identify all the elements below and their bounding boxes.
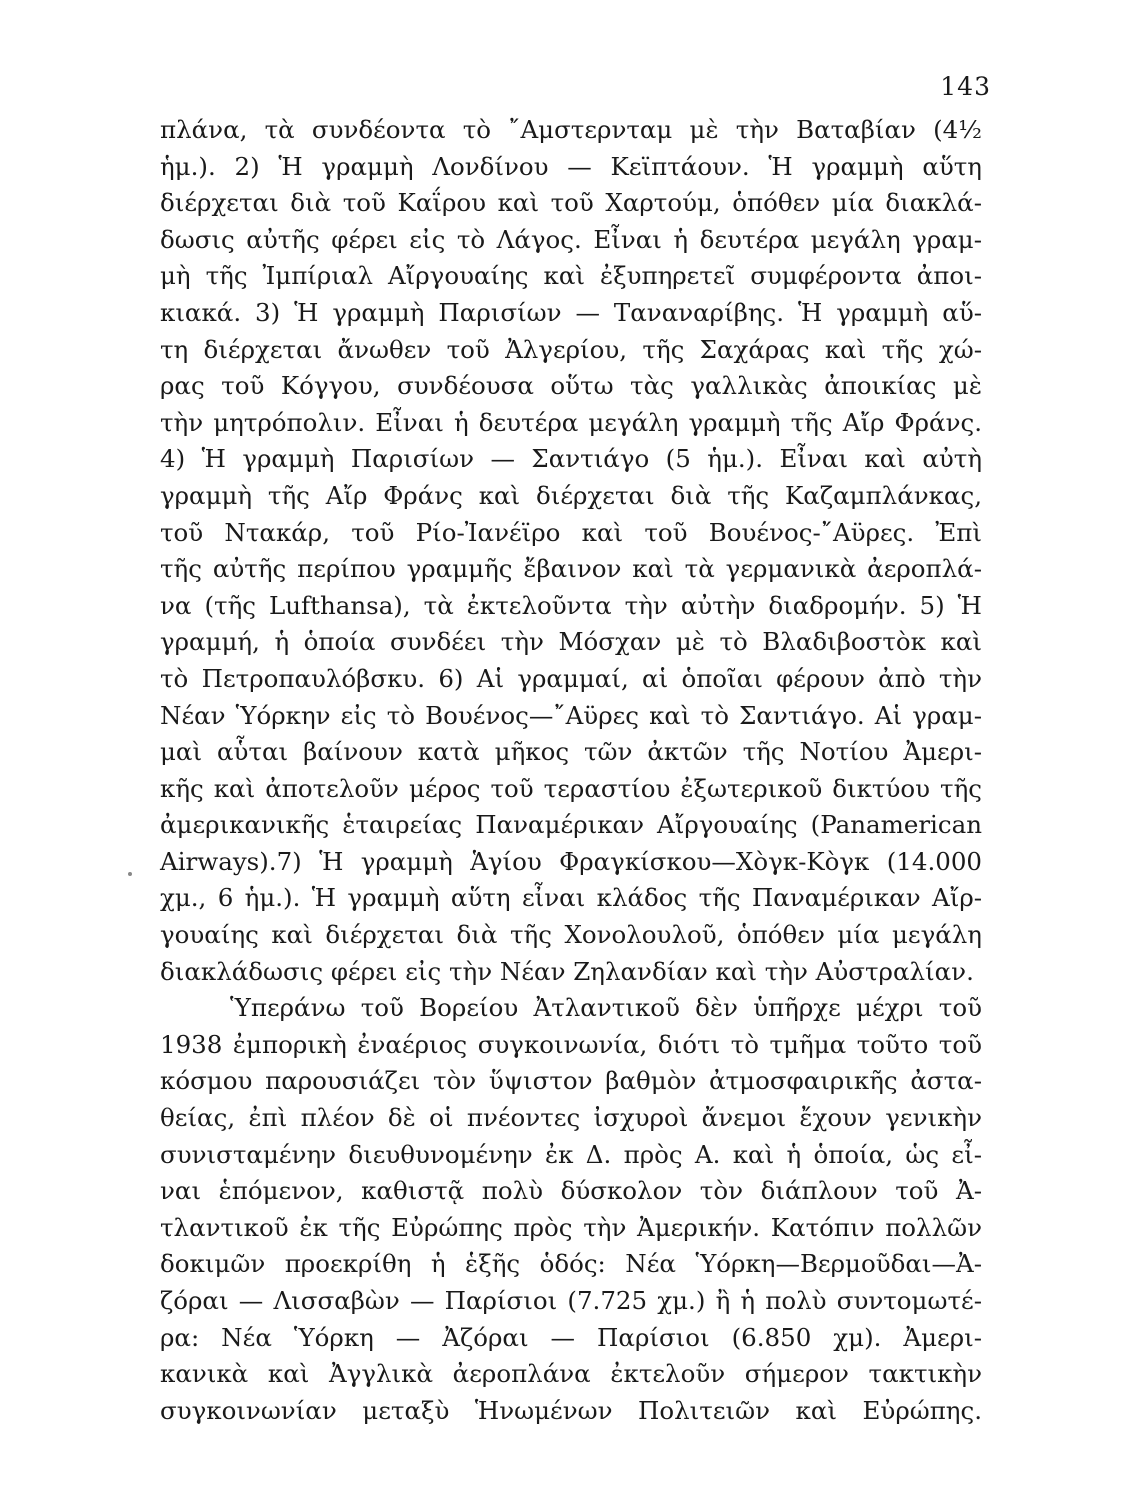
text-line: ρας τοῦ Κόγγου, συνδέουσα οὕτω τὰς γαλλικὰς ἀποικίας μὲ bbox=[160, 371, 982, 401]
print-speck bbox=[128, 872, 132, 876]
text-line: τη διέρχεται ἄνωθεν τοῦ Ἀλγερίου, τῆς Σαχάρας καὶ τῆς χώ- bbox=[160, 334, 982, 364]
text-line: διέρχεται διὰ τοῦ Καΐρου καὶ τοῦ Χαρτούμ, ὁπόθεν μία διακλά- bbox=[160, 188, 982, 218]
text-line: να (τῆς Lufthansa), τὰ ἐκτελοῦντα τὴν αὐτὴν διαδρομήν. 5) Ἡ bbox=[160, 590, 982, 620]
text-line: Airways).7) Ἡ γραμμὴ Ἁγίου Φραγκίσκου—Χὸγκ-Κὸγκ (14.000 bbox=[160, 846, 982, 876]
text-line: Νέαν Ὑόρκην εἰς τὸ Βουένος—῎Αϋρες καὶ τὸ Σαντιάγο. Αἱ γραμ- bbox=[160, 700, 982, 730]
text-line: κιακά. 3) Ἡ γραμμὴ Παρισίων — Ταναναρίβης. Ἡ γραμμὴ αὕ- bbox=[160, 297, 982, 327]
text-line: ναι ἑπόμενον, καθιστᾷ πολὺ δύσκολον τὸν διάπλουν τοῦ Ἀ- bbox=[160, 1176, 982, 1206]
text-line: δωσις αὐτῆς φέρει εἰς τὸ Λάγος. Εἶναι ἡ δευτέρα μεγάλη γραμ- bbox=[160, 224, 982, 254]
text-line: τοῦ Ντακάρ, τοῦ Ρίο-Ἰανέϊρο καὶ τοῦ Βουένος-῎Αϋρες. Ἐπὶ bbox=[160, 517, 982, 547]
text-line: δοκιμῶν προεκρίθη ἡ ἑξῆς ὁδός: Νέα Ὑόρκη—Βερμοῦδαι—Ἀ- bbox=[160, 1249, 982, 1279]
text-line: κανικὰ καὶ Ἀγγλικὰ ἀεροπλάνα ἐκτελοῦν σήμερον τακτικὴν bbox=[160, 1359, 982, 1389]
text-line: κῆς καὶ ἀποτελοῦν μέρος τοῦ τεραστίου ἐξωτερικοῦ δικτύου τῆς bbox=[160, 773, 982, 803]
text-line: γραμμή, ἡ ὁποία συνδέει τὴν Μόσχαν μὲ τὸ Βλαδιβοστὸκ καὶ bbox=[160, 627, 982, 657]
text-line: ἡμ.). 2) Ἡ γραμμὴ Λονδίνου — Κεϊπτάουν. Ἡ γραμμὴ αὕτη bbox=[160, 151, 982, 181]
text-line: τὴν μητρόπολιν. Εἶναι ἡ δευτέρα μεγάλη γραμμὴ τῆς Αἴρ Φράνς. bbox=[160, 407, 982, 437]
paragraph-last-line: διακλάδωσις φέρει εἰς τὴν Νέαν Ζηλανδίαν καὶ τὴν Αὐστραλίαν. bbox=[160, 956, 974, 986]
text-line: ζόραι — Λισσαβὼν — Παρίσιοι (7.725 χμ.) ἢ ἡ πολὺ συντομωτέ- bbox=[160, 1286, 982, 1315]
text-line: ρα: Νέα Ὑόρκη — Ἀζόραι — Παρίσιοι (6.850 χμ). Ἀμερι- bbox=[160, 1322, 982, 1352]
text-line: κόσμου παρουσιάζει τὸν ὕψιστον βαθμὸν ἀτμοσφαιρικῆς ἀστα- bbox=[160, 1066, 982, 1096]
text-line: ἀμερικανικῆς ἑταιρείας Παναμέρικαν Αἴργουαίης (Panamerican bbox=[160, 810, 982, 840]
text-line: τὸ Πετροπαυλόβσκυ. 6) Αἱ γραμμαί, αἱ ὁποῖαι φέρουν ἀπὸ τὴν bbox=[160, 663, 982, 693]
paragraph-first-line: Ὑπεράνω τοῦ Βορείου Ἀτλαντικοῦ δὲν ὑπῆρχε μέχρι τοῦ bbox=[230, 993, 982, 1023]
text-line: συνισταμένην διευθυνομένην ἐκ Δ. πρὸς Α. καὶ ἡ ὁποία, ὡς εἶ- bbox=[160, 1139, 982, 1169]
text-line: τῆς αὐτῆς περίπου γραμμῆς ἔβαινον καὶ τὰ γερμανικὰ ἀεροπλά- bbox=[160, 554, 982, 584]
text-line: μὴ τῆς Ἰμπίριαλ Αἴργουαίης καὶ ἐξυπηρετεῖ συμφέροντα ἀποι- bbox=[160, 261, 982, 291]
text-line: τλαντικοῦ ἐκ τῆς Εὐρώπης πρὸς τὴν Ἀμερικήν. Κατόπιν πολλῶν bbox=[160, 1212, 982, 1242]
body-text bbox=[160, 112, 982, 1429]
text-line: γραμμὴ τῆς Αἴρ Φράνς καὶ διέρχεται διὰ τῆς Καζαμπλάνκας, bbox=[160, 480, 982, 510]
text-line: 1938 ἐμπορικὴ ἐναέριος συγκοινωνία, διότι τὸ τμῆμα τοῦτο τοῦ bbox=[160, 1029, 982, 1059]
text-line: θείας, ἐπὶ πλέον δὲ οἱ πνέοντες ἰσχυροὶ ἄνεμοι ἔχουν γενικὴν bbox=[160, 1103, 982, 1133]
text-line: μαὶ αὗται βαίνουν κατὰ μῆκος τῶν ἀκτῶν τῆς Νοτίου Ἀμερι- bbox=[160, 737, 982, 767]
text-line: πλάνα, τὰ συνδέοντα τὸ ῎Αμστερνταμ μὲ τὴν Βαταβίαν (4½ bbox=[160, 115, 982, 144]
text-line: 4) Ἡ γραμμὴ Παρισίων — Σαντιάγο (5 ἡμ.). Εἶναι καὶ αὐτὴ bbox=[160, 444, 982, 474]
text-line: γουαίης καὶ διέρχεται διὰ τῆς Χονολουλοῦ, ὁπόθεν μία μεγάλη bbox=[160, 920, 982, 950]
page-number: 143 bbox=[940, 72, 991, 101]
text-line: χμ., 6 ἡμ.). Ἡ γραμμὴ αὕτη εἶναι κλάδος τῆς Παναμέρικαν Αἴρ- bbox=[160, 883, 982, 913]
text-line: συγκοινωνίαν μεταξὺ Ἡνωμένων Πολιτειῶν καὶ Εὐρώπης. bbox=[160, 1395, 982, 1425]
